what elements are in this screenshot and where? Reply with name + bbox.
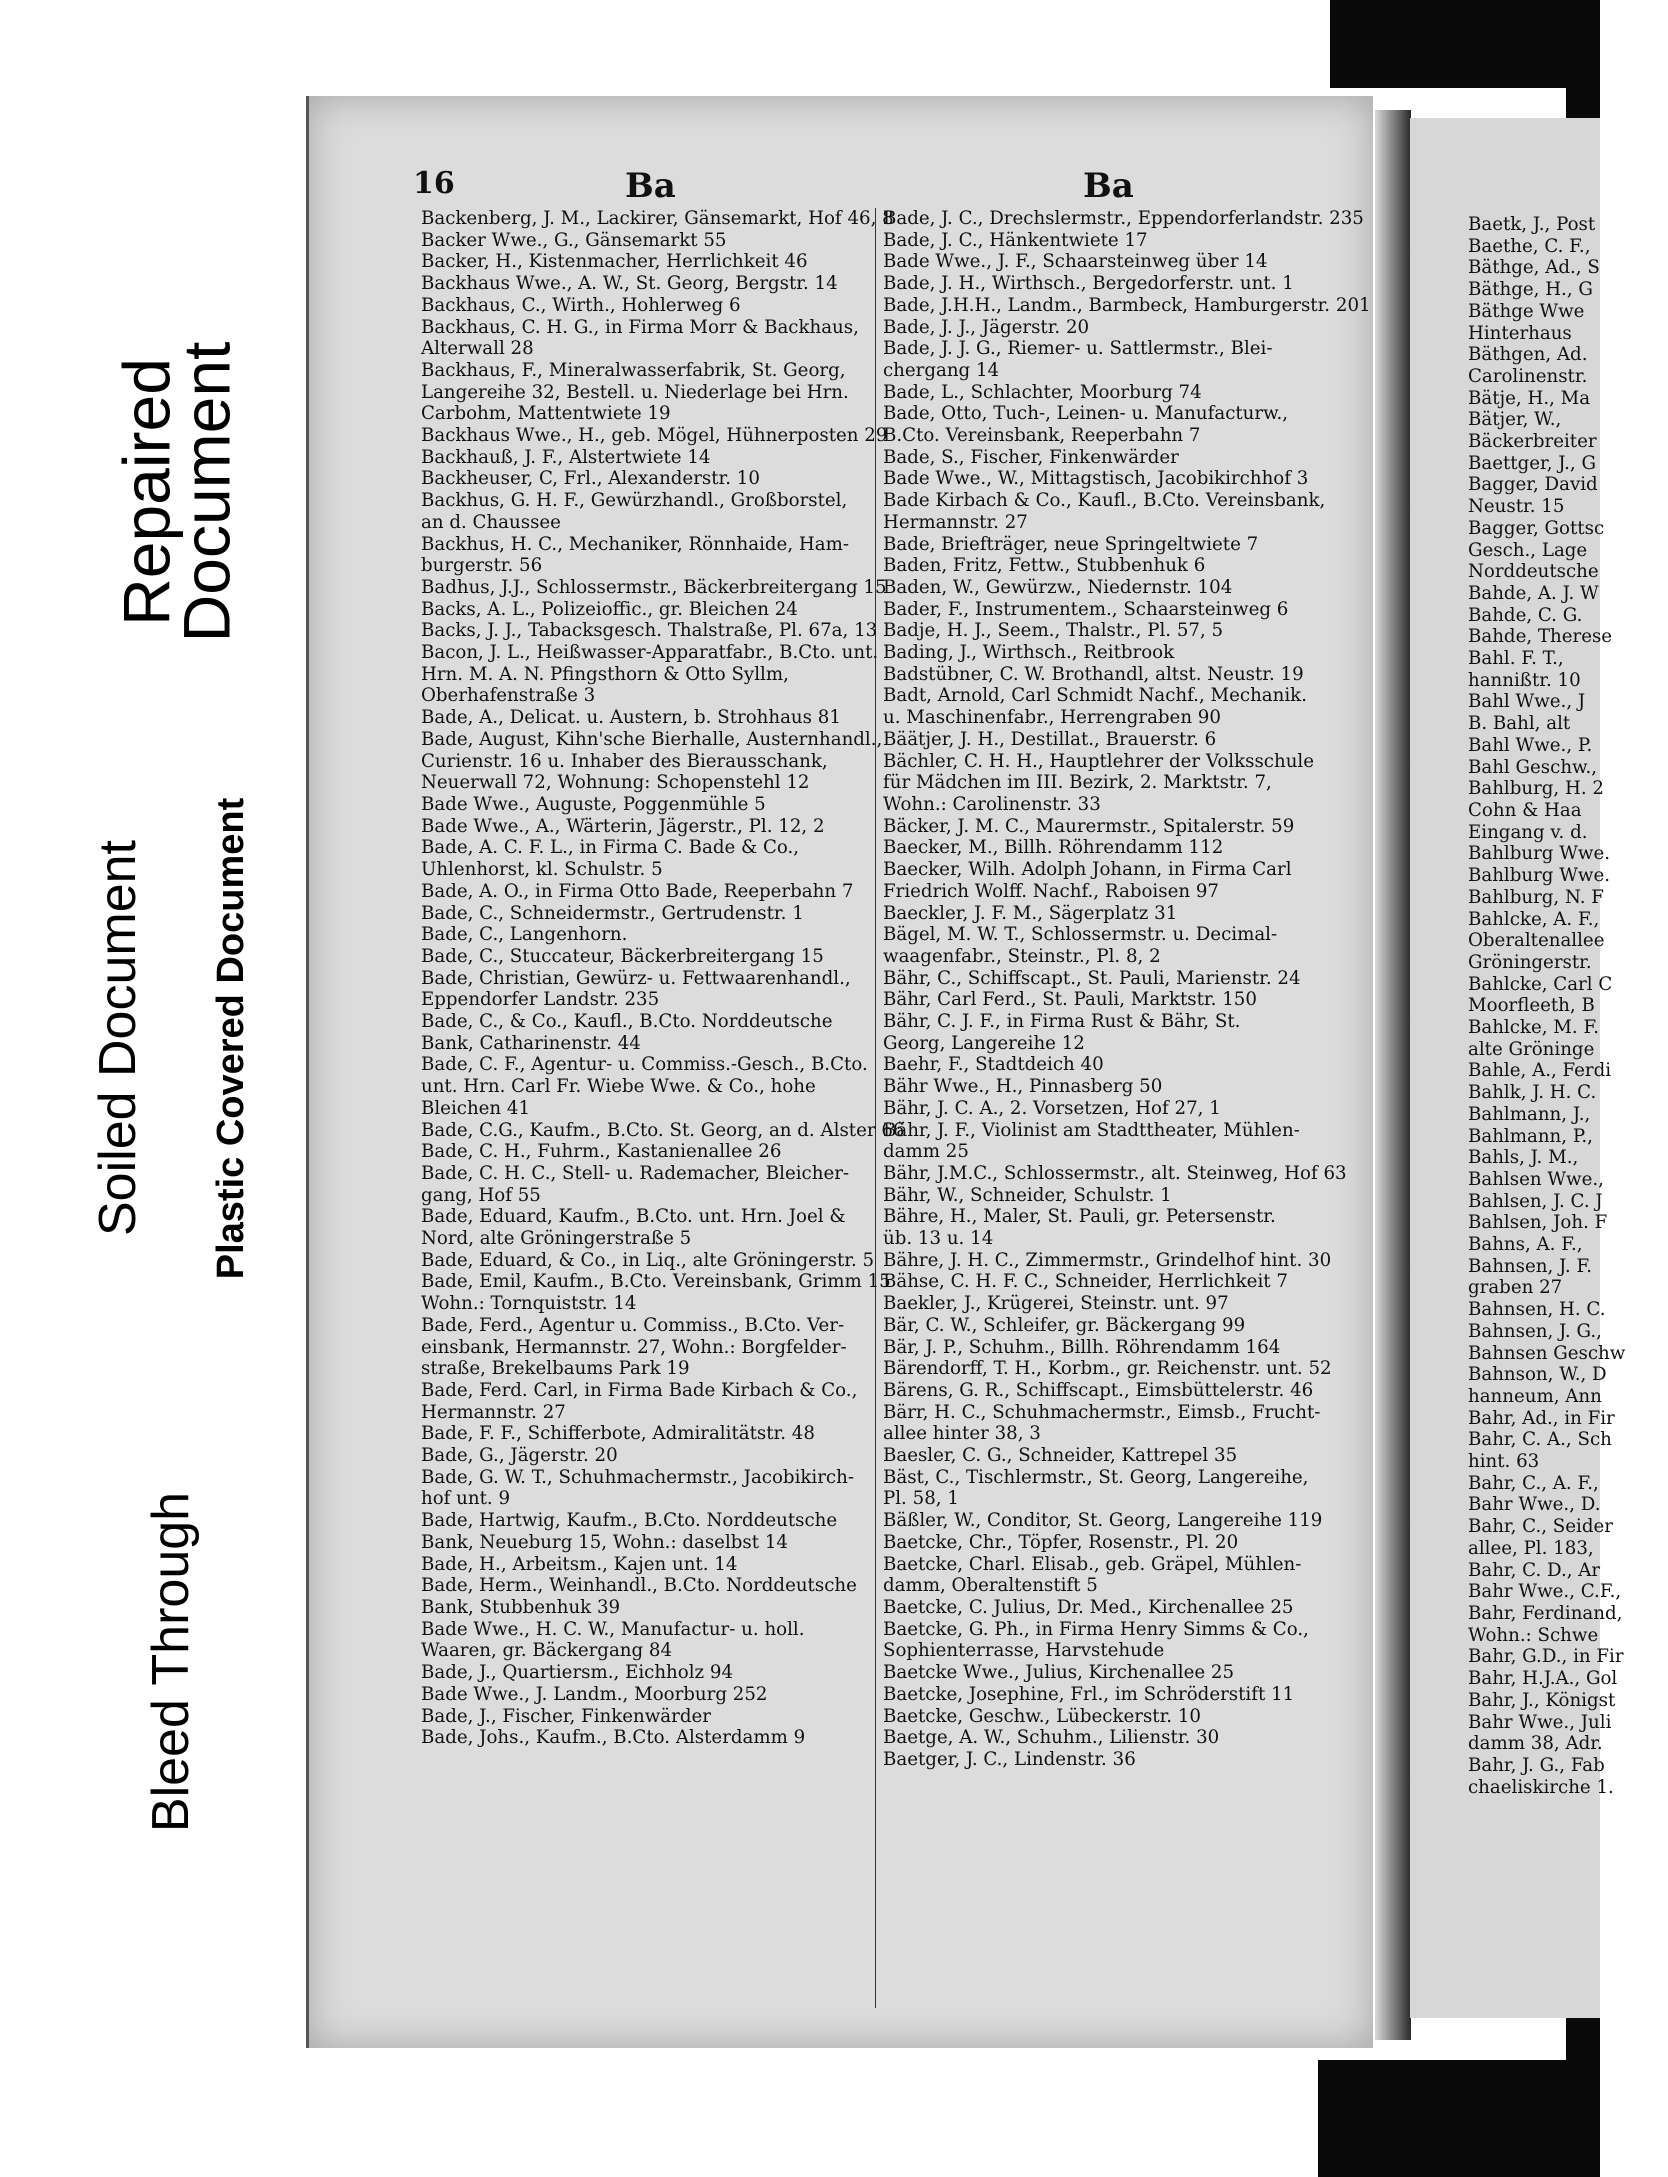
directory-entry: Bahnsen, J. F. [1468, 1255, 1593, 1277]
directory-entry: alte Gröninge [1468, 1038, 1595, 1060]
directory-entry: Bahlcke, Carl C [1468, 973, 1613, 995]
directory-entry: Bahr Wwe., C.F., [1468, 1581, 1622, 1603]
directory-entry: Bahnsen, J. G., [1468, 1320, 1602, 1342]
directory-entry: Bade Kirbach & Co., Kaufl., B.Cto. Vereinsbank, [883, 490, 1326, 512]
label-plastic-covered-document: Plastic Covered Document [196, 738, 268, 1338]
directory-entry: Bank, Stubbenhuk 39 [421, 1597, 621, 1618]
directory-entry: Bade, C., Langenhorn. [421, 924, 628, 946]
directory-entry: Backhaus Wwe., H., geb. Mögel, Hühnerposten 29 [421, 425, 888, 447]
directory-entry: Carbohm, Mattentwiete 19 [421, 403, 671, 425]
directory-entry: Bärendorff, T. H., Korbm., gr. Reichenstr. unt. 52 [883, 1358, 1332, 1380]
directory-entry: Bähr Wwe., H., Pinnasberg 50 [883, 1076, 1163, 1098]
directory-entry: Baden, Fritz, Fettw., Stubbenhuk 6 [883, 555, 1206, 577]
directory-entry: Bade, C. F., Agentur- u. Commiss.-Gesch., B.Cto. [421, 1054, 868, 1076]
directory-entry: Bade Wwe., H. C. W., Manufactur- u. holl. [421, 1618, 805, 1640]
directory-entry: Bagger, David [1468, 474, 1598, 496]
directory-entry: Baetcke, Charl. Elisab., geb. Gräpel, Mühlen- [883, 1553, 1302, 1575]
header-right: Ba [1083, 166, 1134, 206]
directory-entry: Bading, J., Wirthsch., Reitbrook [883, 642, 1175, 664]
directory-entry: Bahlsen, J. C. J [1468, 1190, 1603, 1212]
directory-entry: Bade, Christian, Gewürz- u. Fettwaarenhandl., [421, 967, 851, 989]
directory-entry: Wohn.: Carolinenstr. 33 [883, 793, 1101, 815]
directory-entry: Baden, W., Gewürzw., Niedernstr. 104 [883, 576, 1233, 598]
directory-entry: Bähre, H., Maler, St. Pauli, gr. Petersenstr. [883, 1206, 1276, 1228]
directory-entry: waagenfabr., Steinstr., Pl. 8, 2 [883, 945, 1161, 967]
directory-entry: Bade, G., Jägerstr. 20 [421, 1445, 618, 1467]
directory-entry: Backhaus, F., Mineralwasserfabrik, St. Georg, [421, 359, 846, 381]
directory-entry: Oberhafenstraße 3 [421, 685, 596, 707]
directory-entry: Bäätjer, J. H., Destillat., Brauerstr. 6 [883, 728, 1217, 750]
directory-entry: Bahr, C., A. F., [1468, 1472, 1599, 1494]
directory-entry: Bahlsen, Joh. F [1468, 1212, 1608, 1234]
directory-entry: Sophienterrasse, Harvstehude [883, 1640, 1165, 1662]
directory-entry: Nord, alte Gröningerstraße 5 [421, 1228, 692, 1250]
directory-entry: Baetge, A. W., Schuhm., Lilienstr. 30 [883, 1727, 1220, 1749]
directory-entry: Bade, Johs., Kaufm., B.Cto. Alsterdamm 9 [421, 1727, 806, 1749]
directory-entry: Backer, H., Kistenmacher, Herrlichkeit 46 [421, 251, 808, 273]
directory-entry: Curienstr. 16 u. Inhaber des Bierausschank, [421, 750, 828, 772]
scan-edge-bottom [1318, 2060, 1600, 2177]
directory-entry: an d. Chaussee [421, 511, 561, 533]
directory-entry: Badstübner, C. W. Brothandl, altst. Neustr. 19 [883, 663, 1304, 685]
directory-entry: Bärens, G. R., Schiffscapt., Eimsbüttelerstr. 46 [883, 1379, 1314, 1401]
directory-entry: Bade, G. W. T., Schuhmachermstr., Jacobikirch- [421, 1466, 854, 1488]
directory-entry: Bähre, J. H. C., Zimmermstr., Grindelhof hint. 30 [883, 1249, 1332, 1271]
directory-entry: Baettger, J., G [1468, 452, 1597, 474]
directory-entry: Bade, C., & Co., Kaufl., B.Cto. Norddeutsche [421, 1011, 833, 1033]
directory-entry: Bahr, J. G., Fab [1468, 1754, 1605, 1776]
directory-entry: Bahlsen Wwe., [1468, 1168, 1604, 1190]
directory-entry: Moorfleeth, B [1468, 995, 1595, 1017]
directory-entry: Bähr, W., Schneider, Schulstr. 1 [883, 1184, 1172, 1206]
directory-entry: Bade, F. F., Schifferbote, Admiralitätstr. 48 [421, 1423, 815, 1445]
directory-entry: Baetcke, G. Ph., in Firma Henry Simms & Co., [883, 1618, 1309, 1640]
directory-entry: Bahl Geschw., [1468, 756, 1598, 778]
directory-entry: Bade, Ferd. Carl, in Firma Bade Kirbach & Co., [421, 1379, 858, 1401]
directory-entry: straße, Brekelbaums Park 19 [421, 1358, 690, 1380]
directory-entry: Bank, Neueburg 15, Wohn.: daselbst 14 [421, 1531, 788, 1553]
directory-entry: damm 38, Adr. [1468, 1733, 1603, 1755]
directory-entry: Bank, Catharinenstr. 44 [421, 1032, 641, 1054]
directory-entry: Baethe, C. F., [1468, 235, 1591, 257]
directory-entry: Bade Wwe., W., Mittagstisch, Jacobikirchhof 3 [883, 468, 1309, 490]
directory-entry: Bade, C., Stuccateur, Bäckerbreitergang 15 [421, 945, 824, 967]
directory-entry: Bleichen 41 [421, 1097, 531, 1119]
directory-entry: Bade, C. H. C., Stell- u. Rademacher, Bleicher- [421, 1162, 850, 1184]
directory-entry: Bähr, J. F., Violinist am Stadttheater, Mühlen- [883, 1119, 1300, 1141]
directory-entry: Baecker, M., Billh. Röhrendamm 112 [883, 837, 1224, 859]
directory-entry: Bahde, A. J. W [1468, 582, 1599, 604]
directory-entry: Baesler, C. G., Schneider, Kattrepel 35 [883, 1445, 1238, 1467]
directory-entry: Bahns, A. F., [1468, 1234, 1583, 1256]
directory-entry: Wohn.: Schwe [1468, 1624, 1599, 1646]
directory-entry: Bade Wwe., J. Landm., Moorburg 252 [421, 1683, 768, 1705]
directory-column-adjacent [1468, 214, 1668, 1798]
directory-entry: Neustr. 15 [1468, 496, 1565, 518]
directory-entry: Bahlburg, N. F [1468, 886, 1604, 908]
directory-entry: Bahlmann, P., [1468, 1125, 1593, 1147]
directory-entry: Baetcke, C. Julius, Dr. Med., Kirchenallee 25 [883, 1597, 1294, 1618]
directory-entry: Gröningerstr. [1468, 951, 1592, 973]
directory-entry: Backer Wwe., G., Gänsemarkt 55 [421, 229, 727, 251]
directory-entry: graben 27 [1468, 1277, 1563, 1299]
directory-entry: Bade, J. C., Hänkentwiete 17 [883, 229, 1148, 251]
directory-entry: Gesch., Lage [1468, 539, 1588, 561]
directory-entry: Neuerwall 72, Wohnung: Schopenstehl 12 [421, 772, 810, 794]
directory-entry: Hinterhaus [1468, 322, 1572, 344]
directory-entry: Bahl. F. T., [1468, 648, 1564, 670]
directory-entry: Bade, Briefträger, neue Springeltwiete 7 [883, 533, 1259, 555]
directory-entry: unt. Hrn. Carl Fr. Wiebe Wwe. & Co., hohe [421, 1076, 816, 1098]
directory-entry: Bahr Wwe., Juli [1468, 1711, 1612, 1733]
directory-entry: Bade, J. C., Drechslermstr., Eppendorferlandstr. 235 [883, 208, 1364, 229]
directory-entry: Backenberg, J. M., Lackirer, Gänsemarkt, Hof 46, 8 [421, 208, 894, 229]
directory-entry: Baecker, Wilh. Adolph Johann, in Firma Carl [883, 859, 1292, 881]
directory-entry: Bäthge, Ad., S [1468, 257, 1600, 279]
directory-entry: gang, Hof 55 [421, 1184, 541, 1206]
directory-entry: Bade, August, Kihn'sche Bierhalle, Austernhandl., [421, 728, 883, 750]
directory-entry: Oberaltenallee [1468, 930, 1605, 952]
directory-entry: Norddeutsche [1468, 561, 1599, 583]
directory-entry: Bätjer, W., [1468, 409, 1562, 431]
directory-entry: Bahr, J., Königst [1468, 1689, 1616, 1711]
directory-entry: Bär, J. P., Schuhm., Billh. Röhrendamm 164 [883, 1336, 1281, 1358]
directory-entry: Backs, J. J., Tabacksgesch. Thalstraße, Pl. 67a, 13 [421, 620, 878, 642]
directory-entry: Backhauß, J. F., Alstertwiete 14 [421, 446, 711, 468]
directory-entry: Bähr, C. J. F., in Firma Rust & Bähr, St. [883, 1011, 1241, 1033]
directory-entry: hannißtr. 10 [1468, 669, 1581, 691]
directory-entry: Bade, Eduard, & Co., in Liq., alte Gröningerstr. 5 [421, 1249, 875, 1271]
directory-page [306, 96, 1373, 2048]
directory-entry: Bahlburg Wwe. [1468, 843, 1611, 865]
directory-entry: Bärr, H. C., Schuhmachermstr., Eimsb., Frucht- [883, 1401, 1321, 1423]
directory-entry: Bahr, C. A., Sch [1468, 1429, 1612, 1451]
directory-entry: Bahl Wwe., J [1468, 691, 1586, 713]
directory-entry: Bade, Emil, Kaufm., B.Cto. Vereinsbank, Grimm 15 [421, 1271, 891, 1293]
directory-entry: Bätje, H., Ma [1468, 387, 1591, 409]
scan-edge-top [1330, 0, 1600, 88]
directory-entry: burgerstr. 56 [421, 555, 543, 577]
directory-entry: Bahr, H.J.A., Gol [1468, 1668, 1618, 1690]
directory-entry: chaeliskirche 1. [1468, 1776, 1614, 1798]
directory-entry: Bahde, Therese [1468, 626, 1613, 648]
directory-entry: Bäthge Wwe [1468, 300, 1585, 322]
directory-entry: Baeckler, J. F. M., Sägerplatz 31 [883, 902, 1178, 924]
directory-entry: üb. 13 u. 14 [883, 1228, 994, 1250]
directory-entry: Badje, H. J., Seem., Thalstr., Pl. 57, 5 [883, 620, 1224, 642]
directory-column-right [883, 208, 1371, 1771]
directory-entry: Bade, A., Delicat. u. Austern, b. Strohhaus 81 [421, 707, 841, 729]
directory-entry: Bäßler, W., Conditor, St. Georg, Langereihe 119 [883, 1510, 1323, 1532]
directory-entry: Bahde, C. G. [1468, 604, 1583, 626]
directory-entry: Eppendorfer Landstr. 235 [421, 989, 660, 1011]
directory-column-left [421, 208, 905, 1749]
directory-entry: Bahle, A., Ferdi [1468, 1060, 1612, 1082]
directory-entry: Backhaus Wwe., A. W., St. Georg, Bergstr. 14 [421, 273, 838, 295]
directory-entry: Bader, F., Instrumentem., Schaarsteinweg 6 [883, 598, 1289, 620]
directory-entry: Wohn.: Tornquiststr. 14 [421, 1293, 637, 1315]
directory-entry: Bade, C.G., Kaufm., B.Cto. St. Georg, an d. Alster 66 [421, 1119, 905, 1141]
directory-entry: Backhus, H. C., Mechaniker, Rönnhaide, Ham- [421, 533, 849, 555]
directory-entry: Bahlcke, A. F., [1468, 908, 1600, 930]
directory-entry: Bähse, C. H. F. C., Schneider, Herrlichkeit 7 [883, 1271, 1288, 1293]
label-bleed-through: Bleed Through [116, 1362, 226, 1962]
directory-entry: Bade, J. H., Wirthsch., Bergedorferstr. unt. 1 [883, 273, 1294, 295]
directory-entry: Backheuser, C, Frl., Alexanderstr. 10 [421, 468, 760, 490]
directory-entry: Bahr, C., Seider [1468, 1516, 1613, 1538]
directory-entry: Baetcke Wwe., Julius, Kirchenallee 25 [883, 1662, 1235, 1684]
directory-entry: Bade, H., Arbeitsm., Kajen unt. 14 [421, 1553, 738, 1575]
directory-entry: Bächler, C. H. H., Hauptlehrer der Volksschule [883, 750, 1314, 772]
directory-entry: hanneum, Ann [1468, 1385, 1602, 1407]
adjacent-page [1410, 118, 1626, 2018]
directory-entry: Bade, A. O., in Firma Otto Bade, Reeperbahn 7 [421, 880, 854, 902]
directory-entry: Bäcker, J. M. C., Maurermstr., Spitalerstr. 59 [883, 815, 1295, 837]
directory-entry: B. Bahl, alt [1468, 713, 1571, 735]
header-left: Ba [625, 166, 676, 206]
directory-entry: Bahr Wwe., D. [1468, 1494, 1601, 1516]
directory-entry: Bahr, G.D., in Fir [1468, 1646, 1624, 1668]
directory-entry: einsbank, Hermannstr. 27, Wohn.: Borgfelder- [421, 1336, 847, 1358]
directory-entry: allee, Pl. 183, [1468, 1537, 1594, 1559]
directory-entry: Bade, J., Quartiersm., Eichholz 94 [421, 1662, 734, 1684]
directory-entry: Bär, C. W., Schleifer, gr. Bäckergang 99 [883, 1314, 1246, 1336]
directory-entry: hof unt. 9 [421, 1488, 511, 1510]
directory-entry: Bahlburg Wwe. [1468, 865, 1611, 887]
directory-entry: chergang 14 [883, 359, 1000, 381]
directory-entry: Bahr, Ad., in Fir [1468, 1407, 1615, 1429]
directory-entry: Alterwall 28 [421, 338, 534, 360]
directory-entry: Bahr, C. D., Ar [1468, 1559, 1601, 1581]
directory-entry: für Mädchen im III. Bezirk, 2. Marktstr. 7, [883, 772, 1272, 794]
directory-entry: Bade Wwe., J. F., Schaarsteinweg über 14 [883, 251, 1268, 273]
directory-entry: Langereihe 32, Bestell. u. Niederlage bei Hrn. [421, 381, 849, 403]
directory-entry: Baehr, F., Stadtdeich 40 [883, 1054, 1104, 1076]
directory-entry: Bahl Wwe., P. [1468, 734, 1593, 756]
directory-entry: Bahlcke, M. F. [1468, 1017, 1600, 1039]
directory-entry: Bahnsen Geschw [1468, 1342, 1626, 1364]
directory-entry: Pl. 58, 1 [883, 1488, 959, 1510]
directory-entry: Bade, S., Fischer, Finkenwärder [883, 446, 1179, 468]
label-soiled-document: Soiled Document [62, 738, 174, 1338]
directory-entry: hint. 63 [1468, 1451, 1540, 1473]
directory-entry: Bahnson, W., D [1468, 1364, 1607, 1386]
directory-entry: Hrn. M. A. N. Pfingsthorn & Otto Syllm, [421, 663, 789, 685]
directory-entry: Bade, Otto, Tuch-, Leinen- u. Manufacturw., [883, 403, 1289, 425]
directory-entry: Bahlburg, H. 2 [1468, 778, 1604, 800]
directory-entry: Uhlenhorst, kl. Schulstr. 5 [421, 859, 663, 881]
directory-entry: Baetcke, Chr., Töpfer, Rosenstr., Pl. 20 [883, 1531, 1239, 1553]
directory-entry: Bade Wwe., A., Wärterin, Jägerstr., Pl. 12, 2 [421, 815, 825, 837]
directory-entry: Badhus, J.J., Schlossermstr., Bäckerbreitergang 15 [421, 576, 887, 598]
directory-entry: Bade, J., Fischer, Finkenwärder [421, 1705, 711, 1727]
directory-entry: Bahls, J. M., [1468, 1147, 1579, 1169]
directory-entry: damm 25 [883, 1141, 969, 1163]
directory-entry: Bähr, J. C. A., 2. Vorsetzen, Hof 27, 1 [883, 1097, 1221, 1119]
directory-entry: Friedrich Wolff. Nachf., Raboisen 97 [883, 880, 1219, 902]
directory-entry: Bade, J. J., Jägerstr. 20 [883, 316, 1090, 338]
directory-entry: Badt, Arnold, Carl Schmidt Nachf., Mechanik. [883, 685, 1307, 707]
directory-entry: Backs, A. L., Polizeioffic., gr. Bleichen 24 [421, 598, 798, 620]
directory-entry: Bade, A. C. F. L., in Firma C. Bade & Co., [421, 837, 800, 859]
directory-entry: Bade, Eduard, Kaufm., B.Cto. unt. Hrn. Joel & [421, 1206, 846, 1228]
directory-entry: Bade, Herm., Weinhandl., B.Cto. Norddeutsche [421, 1575, 857, 1597]
directory-entry: Bäckerbreiter [1468, 431, 1597, 453]
label-repaired-document: Repaired Document [62, 262, 290, 722]
directory-entry: damm, Oberaltenstift 5 [883, 1575, 1098, 1597]
directory-entry: Bägel, M. W. T., Schlossermstr. u. Decimal- [883, 924, 1278, 946]
directory-entry: Baekler, J., Krügerei, Steinstr. unt. 97 [883, 1293, 1229, 1315]
directory-entry: Bade, Hartwig, Kaufm., B.Cto. Norddeutsche [421, 1510, 838, 1532]
directory-entry: Baetger, J. C., Lindenstr. 36 [883, 1748, 1136, 1770]
directory-entry: Carolinenstr. [1468, 365, 1588, 387]
directory-entry: u. Maschinenfabr., Herrengraben 90 [883, 707, 1221, 729]
directory-entry: Backhaus, C., Wirth., Hohlerweg 6 [421, 294, 741, 316]
directory-entry: Bagger, Gottsc [1468, 517, 1605, 539]
directory-entry: Bacon, J. L., Heißwasser-Apparatfabr., B.Cto. unt. [421, 642, 879, 664]
directory-entry: Bäthgen, Ad. [1468, 344, 1588, 366]
directory-entry: Backhaus, C. H. G., in Firma Morr & Backhaus, [421, 316, 859, 338]
directory-entry: Bahlmann, J., [1468, 1103, 1591, 1125]
directory-entry: Hermannstr. 27 [883, 511, 1028, 533]
directory-entry: Bade, C., Schneidermstr., Gertrudenstr. 1 [421, 902, 804, 924]
directory-entry: Bahnsen, H. C. [1468, 1299, 1606, 1321]
directory-entry: Bahr, Ferdinand, [1468, 1603, 1623, 1624]
directory-entry: Baetk, J., Post [1468, 214, 1596, 235]
page-number: 16 [413, 166, 455, 201]
directory-entry: Bade, Ferd., Agentur u. Commiss., B.Cto. Ver- [421, 1314, 845, 1336]
directory-entry: Bade Wwe., Auguste, Poggenmühle 5 [421, 793, 766, 815]
directory-entry: Bäst, C., Tischlermstr., St. Georg, Langereihe, [883, 1466, 1309, 1488]
directory-entry: Bade, C. H., Fuhrm., Kastanienallee 26 [421, 1141, 782, 1163]
book-spine [1375, 110, 1411, 2040]
directory-entry: Georg, Langereihe 12 [883, 1032, 1085, 1054]
directory-entry: Hermannstr. 27 [421, 1401, 566, 1423]
directory-entry: Backhus, G. H. F., Gewürzhandl., Großborstel, [421, 490, 848, 512]
directory-entry: B.Cto. Vereinsbank, Reeperbahn 7 [883, 425, 1201, 447]
directory-entry: Bähr, C., Schiffscapt., St. Pauli, Marienstr. 24 [883, 967, 1301, 989]
directory-entry: Waaren, gr. Bäckergang 84 [421, 1640, 673, 1662]
directory-entry: Bahlk, J. H. C. [1468, 1082, 1597, 1104]
directory-entry: Baetcke, Josephine, Frl., im Schröderstift 11 [883, 1683, 1295, 1705]
directory-entry: Bähr, J.M.C., Schlossermstr., alt. Steinweg, Hof 63 [883, 1162, 1347, 1184]
directory-entry: Eingang v. d. [1468, 821, 1588, 843]
directory-entry: Bade, J. J. G., Riemer- u. Sattlermstr., Blei- [883, 338, 1273, 360]
directory-entry: Bade, J.H.H., Landm., Barmbeck, Hamburgerstr. 201 [883, 294, 1371, 316]
directory-entry: Bäthge, H., G [1468, 279, 1593, 301]
directory-entry: allee hinter 38, 3 [883, 1423, 1041, 1445]
directory-entry: Bähr, Carl Ferd., St. Pauli, Marktstr. 150 [883, 989, 1257, 1011]
directory-entry: Baetcke, Geschw., Lübeckerstr. 10 [883, 1705, 1201, 1727]
directory-entry: Bade, L., Schlachter, Moorburg 74 [883, 381, 1202, 403]
directory-entry: Cohn & Haa [1468, 799, 1582, 821]
